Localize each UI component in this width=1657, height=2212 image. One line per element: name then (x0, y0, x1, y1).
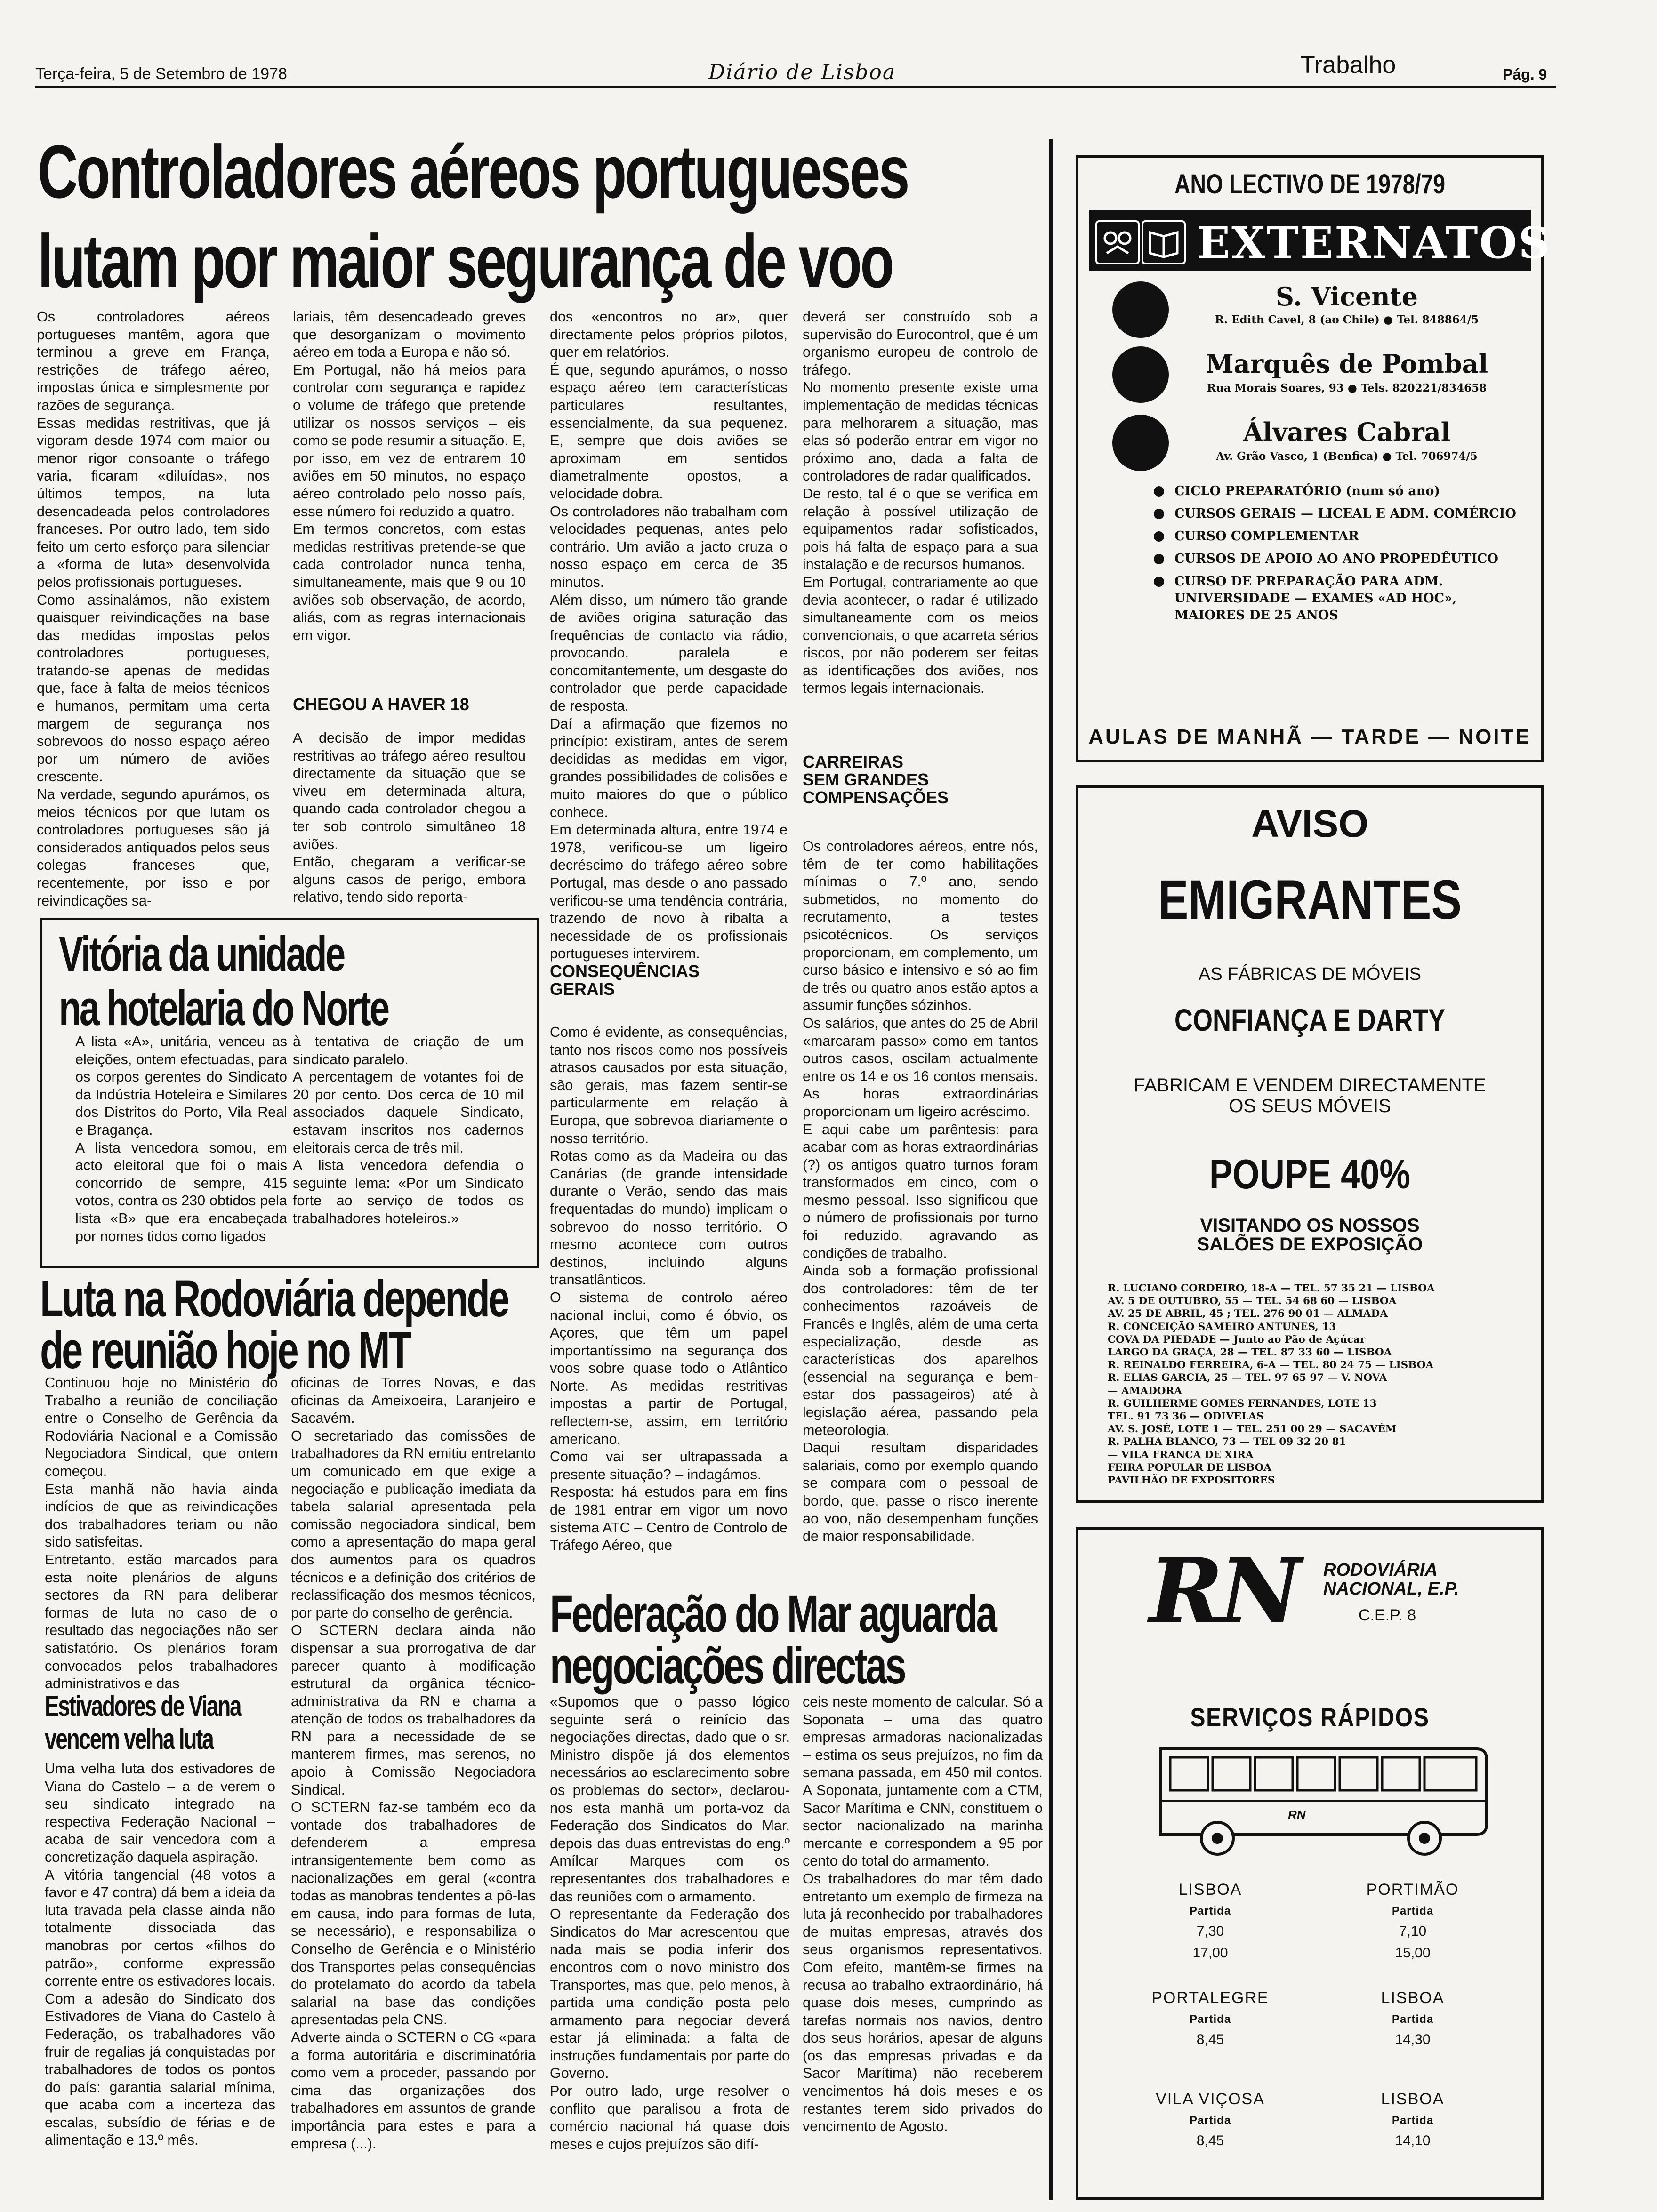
headline-line2: na hotelaria do Norte (59, 981, 388, 1036)
externatos-ad (1076, 155, 1552, 762)
newspaper-title: Diário de Lisboa (708, 60, 896, 84)
address-line: PAVILHÃO DE EXPOSITORES (1108, 1475, 1275, 1487)
issue-date: Terça-feira, 5 de Setembro de 1978 (35, 65, 287, 83)
address-line: AV. 5 DE OUTUBRO, 55 — TEL. 54 68 60 — LISBOA (1108, 1295, 1397, 1307)
headline-line2: de reunião hoje no MT (40, 1322, 410, 1379)
cep-label: C.E.P. 8 (1359, 1606, 1416, 1624)
address-line: R. PALHA BLANCO, 73 — TEL 09 32 20 81 (1108, 1436, 1346, 1448)
course-list (1154, 483, 1521, 624)
company-name: RODOVIÁRIA NACIONAL, E.P. (1323, 1560, 1459, 1599)
article-column: Uma velha luta dos estivadores de Viana do Castelo – a de verem o seu sindicato integrado na respectiva Federação Nacional – acaba de sair vencedora com a concretização daquela aspiração. A vitória tangencial (48 votos a favor e 47 contra) dá bem a ideia da luta travada pela classe ainda não totalmente dissociada das manobras por certos «filhos do patrão», conforme expressão corrente entre os estivadores locais. Com a adesão do Sindicato dos Estivadores de Viana do Castelo à Federação, os trabalhadores vão fruir de regalias já conquistadas por trabalhadores de todos os pontos do país: garantia salarial mínima, que acaba com a incerteza das escalas, subsídio de férias e de alimentação e 13.º mês. (45, 1761, 275, 2148)
article-column: «Supomos que o passo lógico seguinte será o reinício das negociações directas, dado que o sr. Ministro dispõe já dos elementos necessários ao esclarecimento sobre os problemas do sector», declarou-nos esta manhã um porta-voz da Federação dos Sindicatos do Mar, depois das duas entrevistas do eng.º Amílcar Marques com os representantes dos trabalhadores e das reuniões com o armamento. O representante da Federação dos Sindicatos do Mar acrescentou que nada mais se podia inferir dos encontros com o novo ministro dos Transportes, mas que, pelo menos, à partida uma condição posta pelo armamento para negociar deverá estar já eliminada: a falta de instruções fundamentais por parte do Governo. Por outro lado, urge resolver o conflito que paralisou a frota de comércio nacional há quase dois meses e cujos prejuízos são difí- (550, 1694, 790, 2152)
services-title: SERVIÇOS RÁPIDOS (1190, 1702, 1430, 1732)
route-item: LISBOA Partida 14,10 (1381, 2090, 1445, 2148)
address-line: R. GUILHERME GOMES FERNANDES, LOTE 13 (1108, 1397, 1377, 1410)
address-line: R. REINALDO FERREIRA, 6-A — TEL. 80 24 75 — LISBOA (1108, 1359, 1434, 1371)
article-column: Os controladores aéreos, entre nós, têm de ter como habilitações mínimas o 7.º ano, sendo submetidos, no momento do recrutamento, a testes psicotécnicos. Os serviços proporcionam, em complemento, um curso básico e intensivo e só ao fim de três ou quatro anos estão aptos a assumir funções sózinhos. Os salários, que antes do 25 de Abril «marcaram passo» como em tantos outros casos, oscilam actualmente entre os 14 e os 16 contos mensais. As horas extraordinárias proporcionam um ligeiro acréscimo. E aqui cabe um parêntesis: para acabar com as horas extraordinárias (?) os antigos quatro turnos foram transformados em cinco, com o mesmo pessoal. Isso significou que o número de profissionais por turno foi reduzido, agravando as condições de trabalho. Ainda sob a formação profissional dos controladores: têm de ter conhecimentos razoáveis de Francês e Inglês, além de uma certa especialização, desde as características dos aparelhos (essencial na segurança e bem-estar dos passageiros) até à legislação aérea, passando pela meteorologia. Daqui resultam disparidades salariais, como por exemplo quando se compara com o pessoal de bordo, que, passe o risco inerente ao voo, não desempenham funções de maior responsabilidade. (803, 838, 1038, 1545)
ad-line: VISITANDO OS NOSSOS SALÕES DE EXPOSIÇÃO (1197, 1215, 1423, 1255)
class-times: AULAS DE MANHÃ — TARDE — NOITE (1088, 725, 1531, 748)
section-title: Trabalho (1300, 51, 1396, 79)
route-item: VILA VIÇOSA Partida 8,45 (1156, 2090, 1265, 2148)
rn-logo: RN (1149, 1539, 1298, 1643)
school-name: S. Vicente (1276, 281, 1418, 312)
article-column: lariais, têm desencadeado greves que desorganizam o movimento aéreo em toda a Europa e não só. Em Portugal, não há meios para controlar com segurança e rapidez o volume de tráfego que pretende utilizar os nossos serviços – eis como se pode resumir a situação. E, por isso, em vez de entrarem 10 aviões em 50 minutos, no espaço aéreo controlado pelo nosso país, esse número foi reduzido a quatro. Em termos concretos, com estas medidas restritivas pretende-se que cada controlador nunca tenha, simultaneamente, mais que 9 ou 10 aviões sob observação, de acordo, aliás, com as regras internacionais em vigor. (293, 309, 526, 643)
ad-line: AS FÁBRICAS DE MÓVEIS (1199, 964, 1421, 984)
article-column: Como é evidente, as consequências, tanto nos riscos como nos possíveis atrasos causados por esta situação, são gerais, mas fazem sentir-se particularmente em relação à Europa, que sobrevoa diariamente o nosso território. Rotas como as da Madeira ou das Canárias (de grande intensidade durante o Verão, sendo das mais frequentadas do mundo) implicam o sobrevoo do nosso território. O mesmo acontece com outros destinos, incluindo alguns transatlânticos. O sistema de controlo aéreo nacional inclui, como é óbvio, os Açores, que têm um papel importantíssimo na segurança dos voos sobre quase todo o Atlântico Norte. As medidas restritivas impostas a partir de Portugal, reflectem-se, assim, em território americano. Como vai ser ultrapassada a presente situação? – indagámos. Resposta: há estudos para em fins de 1981 entrar em vigor um novo sistema ATC – Centro de Controlo de Tráfego Aéreo, que (550, 1024, 788, 1554)
emigrantes-ad (1076, 785, 1544, 1503)
page-number: Pág. 9 (1503, 66, 1547, 83)
address-line: TEL. 91 73 36 — ODIVELAS (1108, 1411, 1264, 1423)
ad-line: FABRICAM E VENDEM DIRECTAMENTE OS SEUS MÓVEIS (1134, 1075, 1486, 1116)
route-item: LISBOA Partida 7,30 17,00 (1178, 1881, 1242, 1961)
article-column: Continuou hoje no Ministério do Trabalho a reunião de conciliação entre o Conselho de Gerência da Rodoviária Nacional e a Comissão Negociadora Sindical, que ontem começou. Esta manhã não havia ainda indícios de que as reivindicações dos trabalhadores teriam ou não sido satisfeitas. Entretanto, estão marcados para esta noite plenários de alguns sectores da RN para deliberar formas de luta no caso de o resultado das negociações não ser satisfatório. Os plenários foram convocados pelos trabalhadores administrativos e das (45, 1375, 278, 1692)
headline-line2: lutam por maior segurança de voo (38, 219, 893, 303)
aviso-title: AVISO (1251, 802, 1369, 845)
route-item: LISBOA Partida 14,30 (1381, 1989, 1445, 2047)
address-list (1108, 1282, 1531, 1487)
bus-plate: RN (1288, 1808, 1306, 1822)
article-column: A lista «A», unitária, venceu as eleições, ontem efectuadas, para os corpos gerentes do Sindicato da Indústria Hoteleira e Similares dos Distritos do Porto, Vila Real e Bragança. A lista vencedora somou, em acto eleitoral que foi o mais concorrido de sempre, 415 votos, contra os 230 obtidos pela lista «B» que era encabeçada por nomes tidos como ligados (75, 1034, 287, 1244)
article-column: deverá ser construído sob a supervisão do Eurocontrol, que é um organismo europeu de controlo de tráfego. No momento presente existe uma implementação de medidas técnicas para melhorarem a situação, mas elas só poderão entrar em vigor no próximo ano, dada a falta de controladores de radar qualificados. De resto, tal é o que se verifica em relação à possível utilização de equipamentos radar sofisticados, pois há falta de espaço para a sua instalação e de recursos humanos. Em Portugal, contrariamente ao que devia acontecer, o radar é utilizado simultaneamente com os meios convencionais, o que acarreta sérios riscos, por não poderem ser feitas as identificações dos aviões, nos termos legais internacionais. (803, 309, 1038, 697)
school-address: Av. Grão Vasco, 1 (Benfica) ● Tel. 706974/5 (1216, 450, 1478, 463)
route-item: PORTIMÃO Partida 7,10 15,00 (1366, 1881, 1459, 1961)
school-name: Álvares Cabral (1243, 417, 1451, 447)
address-line: R. ELIAS GARCIA, 25 — TEL. 97 65 97 — V. NOVA (1108, 1372, 1387, 1384)
school-year: ANO LECTIVO DE 1978/79 (1174, 169, 1446, 200)
subheading: CONSEQUÊNCIAS GERAIS (550, 962, 700, 999)
headline-line1: Federação do Mar aguarda (550, 1585, 996, 1643)
course-item: CURSO DE PREPARAÇÃO PARA ADM. UNIVERSIDADE — EXAMES «AD HOC», MAIORES DE 25 ANOS (1154, 573, 1521, 624)
rn-ad (1076, 1527, 1544, 2200)
address-line: R. LUCIANO CORDEIRO, 18-A — TEL. 57 35 21 — LISBOA (1108, 1282, 1435, 1294)
brand-name: CONFIANÇA E DARTY (1174, 1002, 1446, 1037)
address-line: AV. S. JOSÉ, LOTE 1 — TEL. 251 00 29 — SACAVÉM (1108, 1423, 1397, 1435)
address-line: AV. 25 DE ABRIL, 45 ; TEL. 276 90 01 — ALMADA (1108, 1308, 1388, 1320)
school-address: R. Edith Cavel, 8 (ao Chile) ● Tel. 848864/5 (1215, 313, 1479, 326)
address-line: R. CONCEIÇÃO SAMEIRO ANTUNES, 13 (1108, 1321, 1336, 1333)
course-item: CURSOS GERAIS — LICEAL E ADM. COMÉRCIO (1154, 505, 1521, 522)
headline-line1: Controladores aéreos portugueses (38, 129, 908, 214)
headline-line2: vencem velha luta (45, 1723, 213, 1755)
school-name: Marquês de Pombal (1205, 349, 1488, 379)
article-column: à tentativa de criação de um sindicato paralelo. A percentagem de votantes foi de 20 por cento. Dos cerca de 10 mil associados daquele Sindicato, estavam inscritos nos cadernos eleitorais cerca de três mil. A lista vencedora defendia o seguinte lema: «Por um Sindicato forte ao serviço de todos os trabalhadores hoteleiros.» (293, 1034, 523, 1226)
bus-icon (1151, 1730, 1495, 1864)
route-item: PORTALEGRE Partida 8,45 (1151, 1989, 1269, 2047)
address-line: LARGO DA GRAÇA, 28 — TEL. 87 33 60 — LISBOA (1108, 1346, 1392, 1359)
subheading: CHEGOU A HAVER 18 (293, 695, 469, 714)
headline-line1: Estivadores de Viana (45, 1690, 241, 1723)
owl-icon (1095, 220, 1140, 264)
discount: POUPE 40% (1209, 1151, 1411, 1197)
school-address: Rua Morais Soares, 93 ● Tels. 820221/834658 (1207, 382, 1487, 394)
course-item: CURSOS DE APOIO AO ANO PROPEDÊUTICO (1154, 551, 1521, 568)
externatos-title: EXTERNATOS (1197, 217, 1552, 268)
article-column: ceis neste momento de calcular. Só a Soponata – uma das quatro empresas armadoras nacionalizadas – estima os seus prejuízos, no fim da semana passada, em 450 mil contos. A Soponata, juntamente com a CTM, Sacor Marítima e CNN, constituem o sector nacionalizado na marinha mercante e correspondem a 95 por cento do total do armamento. Os trabalhadores do mar têm dado entretanto um exemplo de firmeza na luta já reconhecido por trabalhadores de muitas empresas, através dos seus organismos representativos. Com efeito, mantêm-se firmes na recusa ao trabalho extraordinário, há quase dois meses, cumprindo as tarefas normais nos navios, dentro dos seus horários, apesar de alguns (os das empresas privadas e da Sacor Marítima) não receberem vencimentos há dois meses e os restantes terem sido privados do vencimento de Agosto. (803, 1694, 1043, 2135)
headline-line1: Luta na Rodoviária depende (40, 1270, 508, 1328)
column-divider (1049, 139, 1053, 2200)
article-column: Os controladores aéreos portugueses mantêm, agora que terminou a greve em França, restrições de tráfego aéreo, impostas única e simplesmente por razões de segurança. Essas medidas restritivas, que já vigoram desde 1974 com maior ou menor rigor consoante o tráfego varia, ficaram «diluídas», nos últimos tempos, na luta desencadeada pelos controladores franceses. Por outro lado, tem sido feito um certo esforço para silenciar a «forma de luta» desenvolvida pelos profissionais portugueses. Como assinalámos, não existem quaisquer reivindicações na base das medidas impostas pelos controladores portugueses, tratando-se apenas de medidas que, face à falta de meios técnicos e humanos, permitam uma certa margem de segurança nos sobrevoos do nosso espaço aéreo por um número de aviões crescente. Na verdade, segundo apurámos, os meios técnicos por que lutam os controladores portugueses são já considerados antiquados pelos seus colegas franceses que, recentemente, por isso e por reivindicações sa- (37, 309, 270, 909)
article-column: dos «encontros no ar», quer directamente pelos próprios pilotos, quer em relatórios. É que, segundo apurámos, o nosso espaço aéreo tem características particulares resultantes, essencialmente, da sua pequenez. E, sempre que dois aviões se aproximam em sentidos diametralmente opostos, a velocidade dobra. Os controladores não trabalham com velocidades pequenas, antes pelo contrário. Um avião a jacto cruza o nosso espaço em cerca de 35 minutos. Além disso, um número tão grande de aviões origina saturação das frequências de contacto via rádio, provocando, paralela e concomitantemente, um desgaste do controlador que perde capacidade de resposta. Daí a afirmação que fizemos no princípio: existiram, antes de serem decididas as medidas em vigor, grandes possibilidades de colisões e muito maiores do que o público conhece. Em determinada altura, entre 1974 e 1978, verificou-se um ligeiro decréscimo do tráfego aéreo sobre Portugal, mas desde o ano passado verificou-se uma tendência contrária, trazendo de novo à ribalta a necessidade de os profissionais portugueses intervirem. (550, 309, 788, 962)
course-item: CURSO COMPLEMENTAR (1154, 528, 1521, 545)
address-line: — VILA FRANCA DE XIRA (1108, 1449, 1254, 1461)
book-icon (1142, 220, 1186, 264)
externatos-banner (1089, 210, 1552, 271)
address-line: FEIRA POPULAR DE LISBOA (1108, 1461, 1271, 1474)
course-item: CICLO PREPARATÓRIO (num só ano) (1154, 483, 1521, 500)
article-column: oficinas de Torres Novas, e das oficinas da Ameixoeira, Laranjeiro e Sacavém. O secretariado das comissões de trabalhadores da RN emitiu entretanto um comunicado em que exige a negociação e publicação imediata da tabela salarial apresentada pela comissão negociadora sindical, bem como a apresentação do mapa geral dos aumentos para os quadros técnicos e a definição dos critérios de reclassificação dos mesmos técnicos, por parte do conselho de gerência. O SCTERN declara ainda não dispensar a sua prorrogativa de dar parecer quanto à modificação estrutural da orgânica técnico-administrativa da RN e chama a atenção de todos os trabalhadores da RN para a necessidade de se manterem firmes, mas serenos, no apoio à Comissão Negociadora Sindical. O SCTERN faz-se também eco da vontade dos trabalhadores de defenderem a empresa intransigentemente bem como as nacionalizações em geral («contra todas as manobras tendentes a pô-las em causa, indo para formas de luta, se necessário), e responsabiliza o Conselho de Gerência e o Ministério dos Transportes pelas consequências do protelamato do acordo da tabela salarial na base das condições apresentadas pela CNS. Adverte ainda o SCTERN o CG «para a forma autoritária e discriminatória como vem a proceder, passando por cima das organizações dos trabalhadores em assuntos de grande importância para estes e para a empresa (...). (291, 1375, 536, 2152)
address-line: — AMADORA (1108, 1385, 1182, 1397)
subheading: CARREIRAS SEM GRANDES COMPENSAÇÕES (803, 752, 949, 807)
masthead-rule (35, 86, 1556, 88)
address-line: COVA DA PIEDADE — Junto ao Pão de Açúcar (1108, 1333, 1366, 1346)
headline-line2: negociações directas (550, 1637, 905, 1695)
article-column: A decisão de impor medidas restritivas ao tráfego aéreo resultou directamente da situação que se viveu em determinada altura, quando cada controlador chegou a ter sob controlo simultâneo 18 aviões. Então, chegaram a verificar-se alguns casos de perigo, embora relativo, tendo sido reporta- (293, 730, 526, 906)
headline-line1: Vitória da unidade (59, 927, 344, 982)
emigrantes-title: EMIGRANTES (1158, 869, 1462, 931)
